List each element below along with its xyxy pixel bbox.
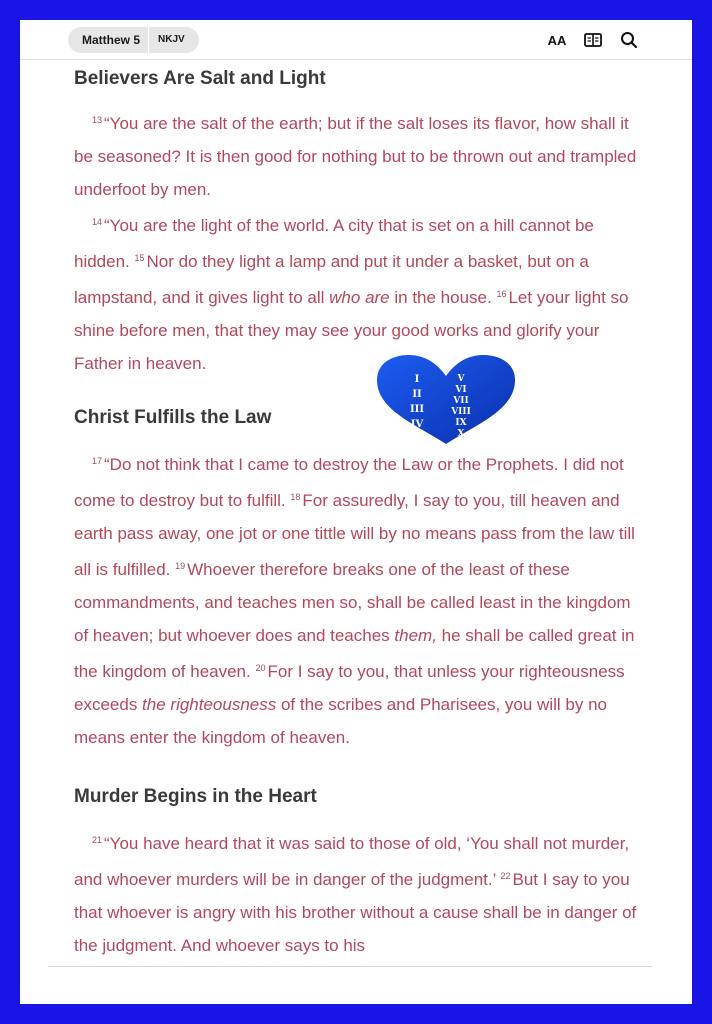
top-toolbar bbox=[20, 20, 692, 60]
verse-text-italic: them, bbox=[394, 626, 437, 645]
verse-number: 14 bbox=[92, 217, 103, 227]
heart-commandments-icon bbox=[375, 354, 517, 446]
section-heading: Christ Fulfills the Law bbox=[74, 407, 272, 428]
verse-text: “You are the light of the world. A city that is set on a hill cannot be hidden. bbox=[74, 216, 594, 271]
heart-numeral-right: X bbox=[457, 429, 465, 439]
verse-text: For assuredly, I say to you, till heaven and earth pass away, one jot or one tittle will by no means pass from the law till all is fulfilled. bbox=[74, 491, 635, 579]
verse-paragraph[interactable] bbox=[74, 104, 648, 206]
verse-text: “Do not think that I came to destroy the Law or the Prophets. I did not come to destroy but to fulfill. bbox=[74, 455, 624, 510]
section-heading: Believers Are Salt and Light bbox=[74, 68, 326, 89]
heart-numeral-left: II bbox=[412, 389, 422, 400]
verse-text: Nor do they light a lamp and put it under a basket, but on a lampstand, and it gives light to all bbox=[74, 252, 589, 307]
heart-numeral-right: VIII bbox=[451, 407, 471, 417]
verse-paragraph[interactable] bbox=[74, 824, 648, 962]
font-size-button[interactable]: AA bbox=[547, 32, 567, 48]
verse-paragraph[interactable] bbox=[74, 445, 648, 754]
verse-text: For I say to you, that unless your righteousness exceeds bbox=[74, 662, 625, 714]
heart-numeral-left: IV bbox=[410, 419, 424, 430]
search-icon[interactable] bbox=[618, 30, 640, 50]
version-button[interactable]: NKJV bbox=[158, 34, 185, 45]
verse-number: 17 bbox=[92, 456, 103, 466]
verse-number: 22 bbox=[500, 871, 511, 881]
verse-number: 13 bbox=[92, 115, 103, 125]
toolbar-actions bbox=[546, 30, 640, 50]
verse-text-italic: the righteousness bbox=[142, 695, 277, 714]
verse-number: 19 bbox=[175, 561, 186, 571]
parallel-view-icon[interactable] bbox=[582, 30, 604, 50]
verse-text-italic: who are bbox=[329, 288, 390, 307]
verse-text: of the scribes and Pharisees, you will by no means enter the kingdom of heaven. bbox=[74, 695, 607, 747]
verse-text: But I say to you that whoever is angry with his brother without a cause shall be in danger of the judgment. And whoever says to his bbox=[74, 870, 637, 955]
verse-text: in the house. bbox=[389, 288, 497, 307]
verse-text: he shall be called great in the kingdom of heaven. bbox=[74, 626, 635, 681]
verse-number: 16 bbox=[496, 289, 507, 299]
reader-page bbox=[20, 20, 692, 1004]
heart-numeral-left: I bbox=[414, 374, 420, 385]
scripture-content bbox=[74, 66, 648, 962]
verse-text: Let your light so shine before men, that they may see your good works and glorify your Father in heaven. bbox=[74, 288, 629, 373]
heart-numeral-right: VI bbox=[455, 385, 467, 395]
heart-numeral-left: III bbox=[409, 404, 425, 415]
verse-number: 18 bbox=[290, 492, 301, 502]
heart-numeral-right: V bbox=[457, 374, 465, 384]
section-heading: Murder Begins in the Heart bbox=[74, 786, 317, 807]
heart-numeral-right: VII bbox=[453, 396, 469, 406]
verse-text: “You are the salt of the earth; but if the salt loses its flavor, how shall it be seasoned? It is then good for nothing but to be thrown out and trampled underfoot by men. bbox=[74, 114, 637, 199]
verse-text: “You have heard that it was said to those of old, ‘You shall not murder, and whoever murders will be in danger of the judgment.’ bbox=[74, 834, 630, 889]
footer-divider bbox=[48, 966, 652, 967]
book-chapter-button[interactable]: Matthew 5 bbox=[68, 27, 149, 53]
verse-number: 21 bbox=[92, 835, 103, 845]
verse-number: 20 bbox=[255, 663, 266, 673]
heart-numeral-right: IX bbox=[455, 418, 467, 428]
verse-number: 15 bbox=[134, 253, 145, 263]
reference-selector bbox=[68, 27, 199, 53]
verse-text: Whoever therefore breaks one of the least of these commandments, and teaches men so, shall be called least in the kingdom of heaven; but whoever does and teaches bbox=[74, 560, 631, 645]
verse-paragraph[interactable] bbox=[74, 206, 648, 380]
